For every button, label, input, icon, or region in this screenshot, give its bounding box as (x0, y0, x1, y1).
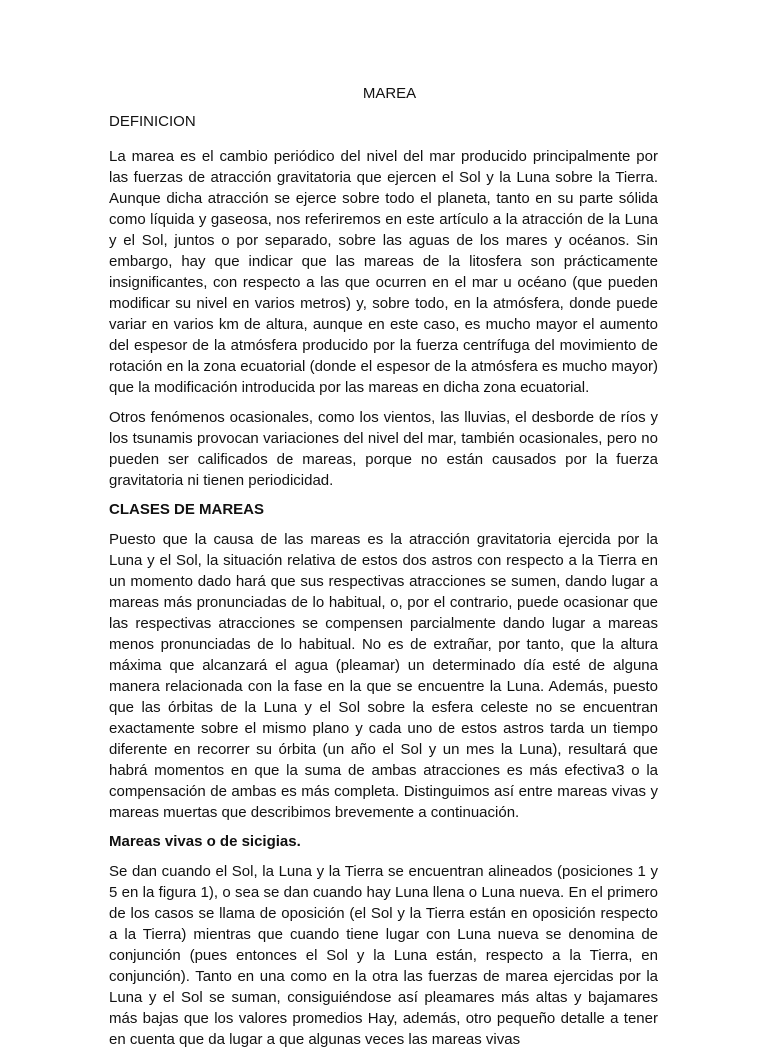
paragraph-tide-classes: Puesto que la causa de las mareas es la atracción gravitatoria ejercida por la Luna y el Sol, la situación relativa de estos dos astros con respecto a la Tierra en un momento dado hará que sus respectivas atracciones se sumen, dando lugar a mareas más pronunciadas de lo habitual, o, por el contrario, puede ocasionar que las respectivas atracciones se compensen parcialmente dando lugar a mareas menos pronunciadas de lo habitual. No es de extrañar, por tanto, que la altura máxima que alcanzará el agua (pleamar) un determinado día esté de alguna manera relacionada con la fase en la que se encuentre la Luna. Además, puesto que las órbitas de la Luna y el Sol sobre la esfera celeste no se encuentran exactamente sobre el mismo plano y cada uno de estos astros tarda un tiempo diferente en recorrer su órbita (un año el Sol y un mes la Luna), resultará que habrá momentos en que la suma de ambas atracciones es más efectiva3 o la compensación de ambas es más completa. Distinguimos así entre mareas vivas y mareas muertas que describimos brevemente a continuación. (109, 531, 658, 821)
paragraph-spring-tides: Se dan cuando el Sol, la Luna y la Tierra se encuentran alineados (posiciones 1 y 5 en la figura 1), o sea se dan cuando hay Luna llena o Luna nueva. En el primero de los casos se llama de oposición (el Sol y la Tierra están en oposición respecto a la Tierra) mientras que cuando tiene lugar con Luna nueva se denomina de conjunción (pues entonces el Sol y la Luna están, respecto a la Tierra, en conjunción). Tanto en una como en la otra las fuerzas de marea ejercidas por la Luna y el Sol se suman, consiguiéndose así pleamares más altas y bajamares más bajas que los valores promedios Hay, además, otro pequeño detalle a tener en cuenta que da lugar a que algunas veces las mareas vivas (109, 863, 658, 1048)
document-title: MAREA (362, 85, 417, 102)
heading-clases-de-mareas: CLASES DE MAREAS (109, 501, 265, 518)
paragraph-other-phenomena: Otros fenómenos ocasionales, como los vientos, las lluvias, el desborde de ríos y los tsunamis provocan variaciones del nivel del mar, también ocasionales, pero no pueden ser calificados de mareas, porque no están causados por la fuerza gravitatoria ni tienen periodicidad. (109, 409, 658, 489)
heading-mareas-vivas: Mareas vivas o de sicigias. (109, 833, 301, 850)
section-label-definicion: DEFINICION (109, 113, 196, 130)
text-column (109, 84, 658, 1059)
paragraph-definition: La marea es el cambio periódico del nivel del mar producido principalmente por las fuerzas de atracción gravitatoria que ejercen el Sol y la Luna sobre la Tierra. Aunque dicha atracción se ejerce sobre todo el planeta, tanto en su parte sólida como líquida y gaseosa, nos referiremos en este artículo a la atracción de la Luna y el Sol, juntos o por separado, sobre las aguas de los mares y océanos. Sin embargo, hay que indicar que las mareas de la litosfera son prácticamente insignificantes, con respecto a las que ocurren en el mar u océano (que pueden modificar su nivel en varios metros) y, sobre todo, en la atmósfera, donde puede variar en varios km de altura, aunque en este caso, es mucho mayor el aumento del espesor de la atmósfera producido por la fuerza centrífuga del movimiento de rotación en la zona ecuatorial (donde el espesor de la atmósfera es mucho mayor) que la modificación introducida por las mareas en dicha zona ecuatorial. (109, 148, 658, 396)
